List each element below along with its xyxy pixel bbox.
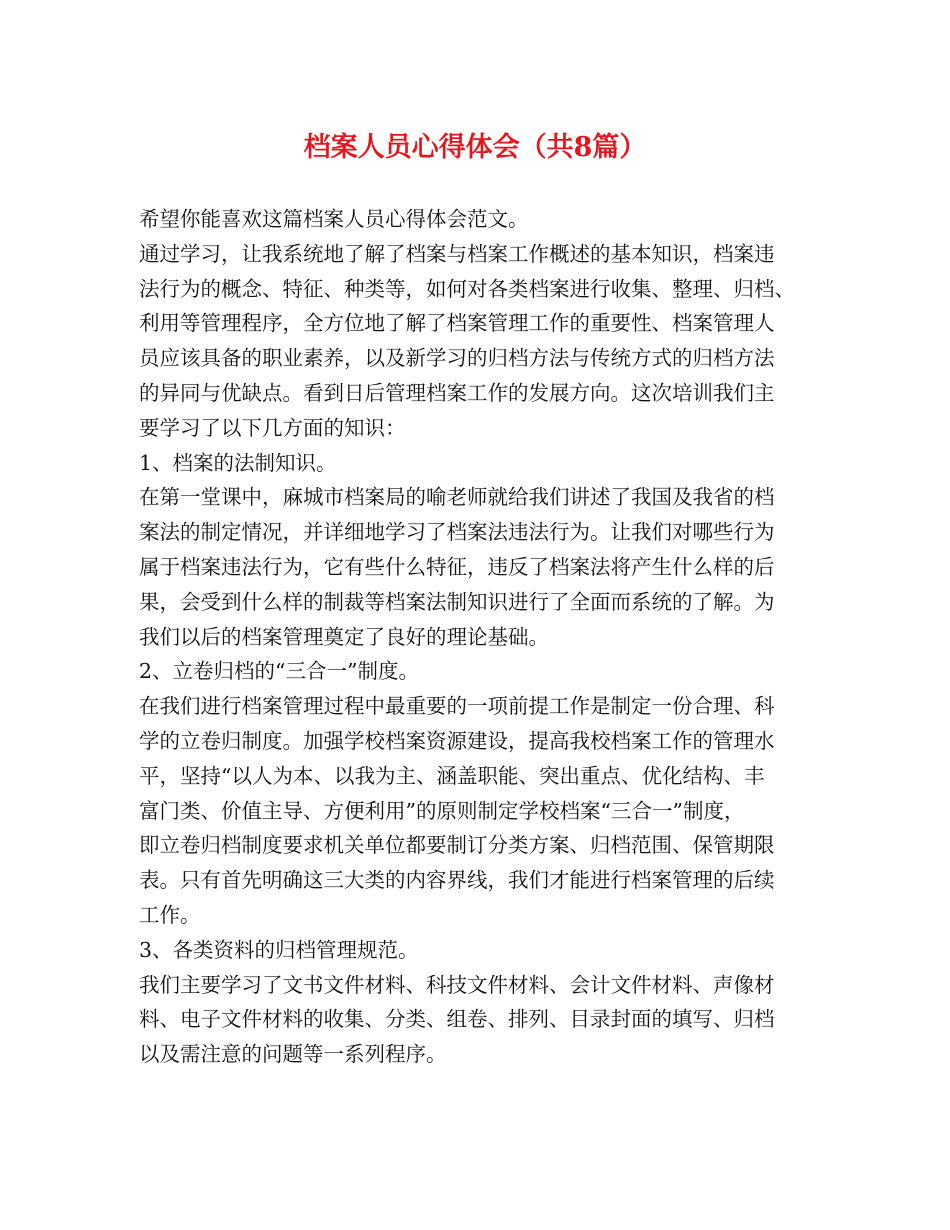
text-line: 即立卷归档制度要求机关单位都要制订分类方案、归档范围、保管期限 [139,833,775,858]
text-line: 富门类、价值主导、方便利用”的原则制定学校档案“三合一”制度， [139,798,745,823]
text-line: 料、电子文件材料的收集、分类、组卷、排列、目录封面的填写、归档 [139,1007,775,1032]
document-title: 档案人员心得体会（共8篇） [303,132,647,163]
text-line: 果，会受到什么样的制裁等档案法制知识进行了全面而系统的了解。为 [139,589,775,614]
section-heading-3: 3、各类资料的归档管理规范。 [139,937,419,962]
text-line: 利用等管理程序，全方位地了解了档案管理工作的重要性、档案管理人 [139,311,775,336]
section-heading-1: 1、档案的法制知识。 [139,450,337,475]
text-line: 属于档案违法行为，它有些什么特征，违反了档案法将产生什么样的后 [139,554,775,579]
text-line: 在我们进行档案管理过程中最重要的一项前提工作是制定一份合理、科 [139,694,775,719]
text-line: 通过学习，让我系统地了解了档案与档案工作概述的基本知识，档案违 [139,241,775,266]
text-line: 法行为的概念、特征、种类等，如何对各类档案进行收集、整理、归档、 [139,276,795,301]
text-line: 表。只有首先明确这三大类的内容界线，我们才能进行档案管理的后续 [139,868,775,893]
document-body [139,202,829,1072]
text-line: 工作。 [139,902,201,927]
text-line: 希望你能喜欢这篇档案人员心得体会范文。 [139,207,529,231]
text-line: 在第一堂课中，麻城市档案局的喻老师就给我们讲述了我国及我省的档 [139,485,775,510]
text-line: 我们以后的档案管理奠定了良好的理论基础。 [139,624,549,649]
text-line: 要学习了以下几方面的知识： [139,415,406,440]
text-line: 员应该具备的职业素养，以及新学习的归档方法与传统方式的归档方法 [139,346,775,371]
text-line: 学的立卷归制度。加强学校档案资源建设，提高我校档案工作的管理水 [139,728,775,753]
section-heading-2: 2、立卷归档的“三合一”制度。 [139,659,420,684]
text-line: 案法的制定情况，并详细地学习了档案法违法行为。让我们对哪些行为 [139,520,775,545]
text-line: 我们主要学习了文书文件材料、科技文件材料、会计文件材料、声像材 [139,972,775,997]
text-line: 的异同与优缺点。看到日后管理档案工作的发展方向。这次培训我们主 [139,380,775,405]
text-line: 以及需注意的问题等一系列程序。 [139,1042,447,1067]
text-line: 平，坚持“以人为本、以我为主、涵盖职能、突出重点、优化结构、丰 [139,763,765,788]
